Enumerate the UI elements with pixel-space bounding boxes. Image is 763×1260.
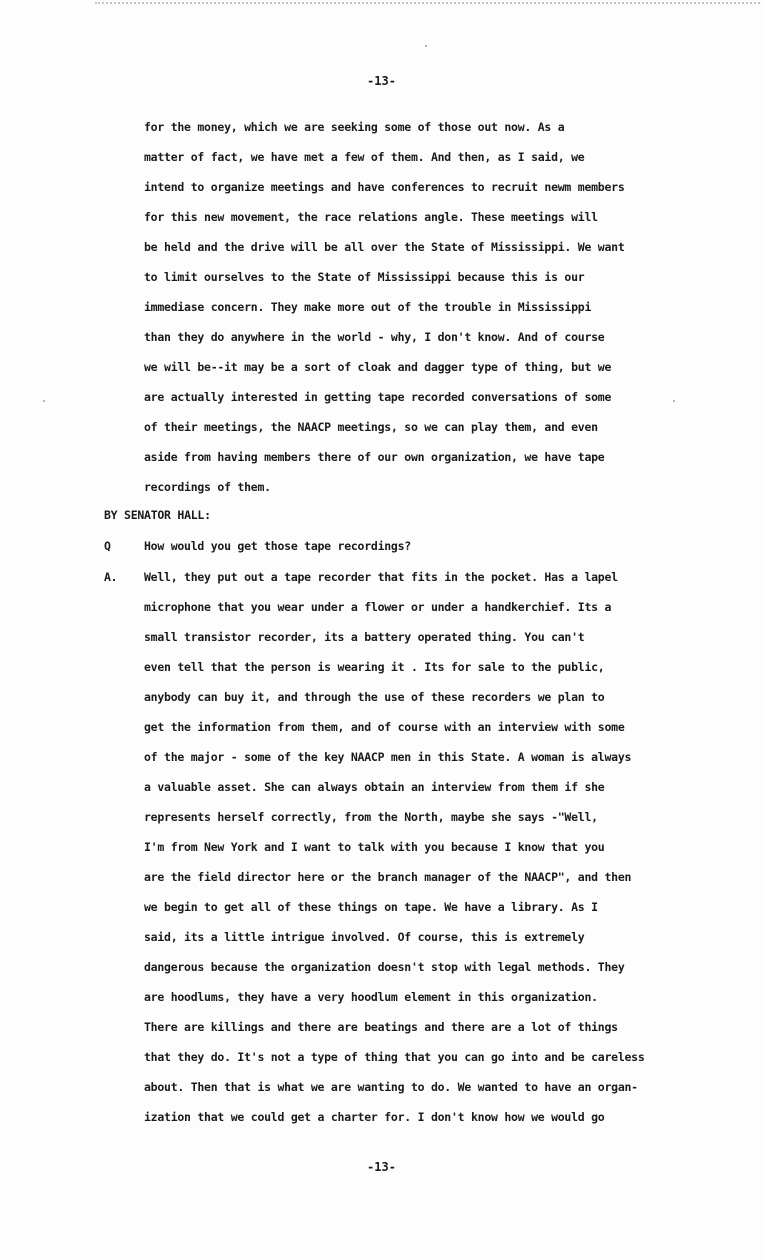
text-line: for the money, which we are seeking some of those out now. As a: [144, 120, 565, 134]
text-line: be held and the drive will be all over the State of Mississippi. We want: [144, 240, 625, 254]
text-line: matter of fact, we have met a few of them. And then, as I said, we: [144, 150, 585, 164]
text-line: to limit ourselves to the State of Mississippi because this is our: [144, 270, 585, 284]
text-line: ization that we could get a charter for. I don't know how we would go: [144, 1110, 605, 1124]
text-line: we will be--it may be a sort of cloak and dagger type of thing, but we: [144, 360, 612, 374]
text-line: There are killings and there are beatings and there are a lot of things: [144, 1020, 618, 1034]
text-line: anybody can buy it, and through the use of these recorders we plan to: [144, 690, 605, 704]
text-line: small transistor recorder, its a battery operated thing. You can't: [144, 630, 585, 644]
text-line: microphone that you wear under a flower or under a handkerchief. Its a: [144, 600, 612, 614]
text-line: we begin to get all of these things on tape. We have a library. As I: [144, 900, 598, 914]
question-text: How would you get those tape recordings?: [144, 539, 411, 553]
text-line: are actually interested in getting tape recorded conversations of some: [144, 390, 612, 404]
text-line: even tell that the person is wearing it . Its for sale to the public,: [144, 660, 605, 674]
text-line: of their meetings, the NAACP meetings, so we can play them, and even: [144, 420, 598, 434]
text-line: for this new movement, the race relations angle. These meetings will: [144, 210, 598, 224]
scan-speck: [425, 45, 427, 47]
text-line: get the information from them, and of course with an interview with some: [144, 720, 625, 734]
top-dotted-rule: [95, 2, 760, 4]
scan-speck: [673, 400, 675, 402]
text-line: are the field director here or the branch manager of the NAACP", and then: [144, 870, 632, 884]
text-line: than they do anywhere in the world - why, I don't know. And of course: [144, 330, 605, 344]
text-line: intend to organize meetings and have conferences to recruit newm members: [144, 180, 625, 194]
text-line: a valuable asset. She can always obtain an interview from them if she: [144, 780, 605, 794]
question-label: Q: [104, 539, 111, 553]
text-line: immediase concern. They make more out of the trouble in Mississippi: [144, 300, 592, 314]
examiner-heading: BY SENATOR HALL:: [104, 508, 211, 522]
text-line: represents herself correctly, from the North, maybe she says -"Well,: [144, 810, 598, 824]
text-line: that they do. It's not a type of thing that you can go into and be careless: [144, 1050, 645, 1064]
page-number-top: -13-: [367, 74, 396, 88]
text-line: about. Then that is what we are wanting to do. We wanted to have an organ-: [144, 1080, 638, 1094]
text-line: said, its a little intrigue involved. Of course, this is extremely: [144, 930, 585, 944]
text-line: I'm from New York and I want to talk with you because I know that you: [144, 840, 605, 854]
text-line: dangerous because the organization doesn't stop with legal methods. They: [144, 960, 625, 974]
text-line: of the major - some of the key NAACP men in this State. A woman is always: [144, 750, 632, 764]
page-number-bottom: -13-: [367, 1160, 396, 1174]
answer-label: A.: [104, 570, 118, 584]
text-line: recordings of them.: [144, 480, 271, 494]
text-line: are hoodlums, they have a very hoodlum element in this organization.: [144, 990, 598, 1004]
text-line: Well, they put out a tape recorder that fits in the pocket. Has a lapel: [144, 570, 618, 584]
scan-speck: [43, 400, 45, 402]
text-line: aside from having members there of our own organization, we have tape: [144, 450, 605, 464]
